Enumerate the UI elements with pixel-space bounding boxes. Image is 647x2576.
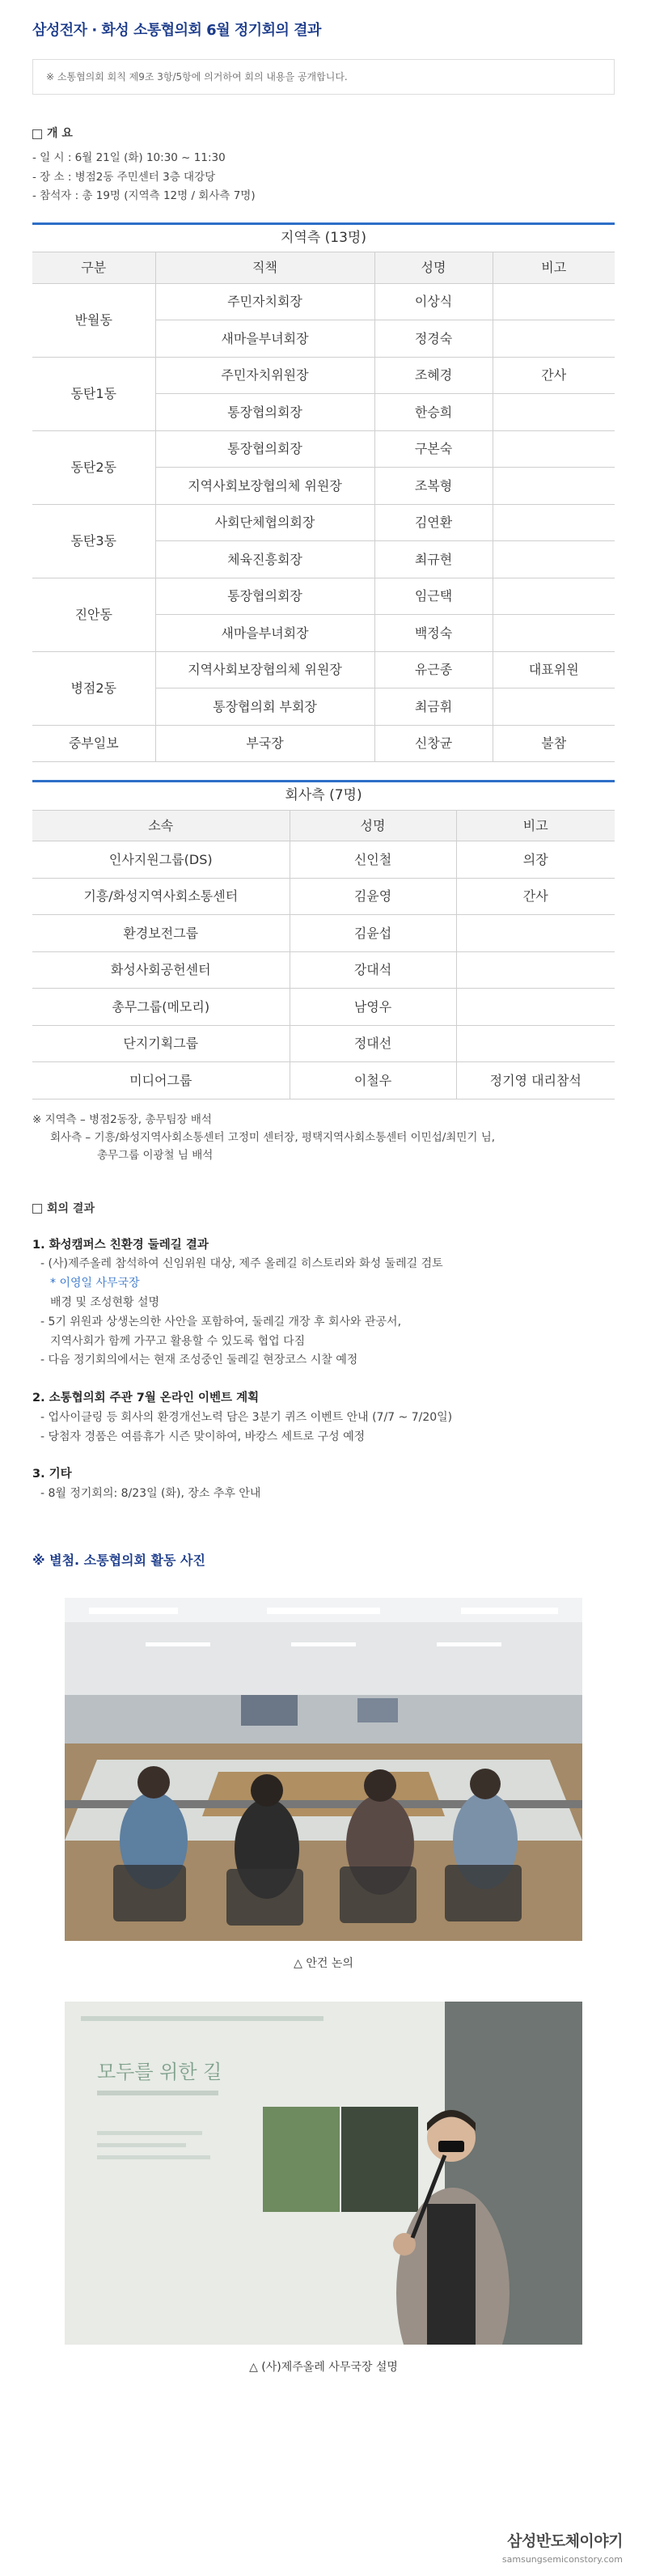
position-cell: 사회단체협의회장 <box>155 504 374 541</box>
results-heading <box>32 1201 615 1218</box>
dept-cell: 환경보전그룹 <box>32 915 290 952</box>
slide-heading: 모두를 위한 길 <box>97 2060 222 2083</box>
appendix-heading: ※ 별첨. 소통협의회 활동 사진 <box>32 1552 205 1568</box>
position-cell: 주민자치위원장 <box>155 357 374 394</box>
name-cell: 김연환 <box>374 504 493 541</box>
table-row <box>32 1025 615 1062</box>
note-cell <box>493 283 615 320</box>
brand-url: samsungsemiconstory.com <box>501 2553 623 2565</box>
name-cell: 임근택 <box>374 578 493 615</box>
area-cell: 동탄3동 <box>32 504 155 578</box>
area-cell: 병점2동 <box>32 651 155 725</box>
note-cell <box>493 688 615 726</box>
company-table-title: 회사측 (7명) <box>32 782 615 811</box>
position-cell: 새마을부녀회장 <box>155 320 374 358</box>
position-cell: 지역사회보장협의체 위원장 <box>155 468 374 505</box>
result-note: * 이영일 사무국장 <box>50 1277 140 1290</box>
note-cell <box>493 468 615 505</box>
note-cell: 대표위원 <box>493 651 615 688</box>
note-cell: 간사 <box>493 357 615 394</box>
note-line: 총무그룹 이광철 님 배석 <box>97 1149 214 1163</box>
table-header-row <box>32 252 615 283</box>
position-cell: 통장협의회장 <box>155 430 374 468</box>
name-cell: 남영우 <box>290 989 456 1026</box>
name-cell: 김윤영 <box>290 878 456 915</box>
note-line: ※ 지역측 – 병점2동장, 총무팀장 배석 <box>32 1112 212 1126</box>
note-cell <box>456 989 615 1026</box>
result-section-title: 1. 화성캠퍼스 친환경 둘레길 결과 <box>32 1238 209 1252</box>
name-cell: 이상식 <box>374 283 493 320</box>
column-header: 성명 <box>374 252 493 283</box>
company-members-table <box>32 780 615 1099</box>
result-line: - 5기 위원과 상생논의한 사안을 포함하여, 둘레길 개장 후 회사와 관공서, <box>40 1315 402 1328</box>
note-cell <box>493 578 615 615</box>
table-row <box>32 578 615 615</box>
name-cell: 구본숙 <box>374 430 493 468</box>
notice-box: ※ 소통협의회 회칙 제9조 3항/5항에 의거하여 회의 내용을 공개합니다. <box>32 59 615 95</box>
result-line: 배경 및 조성현황 설명 <box>50 1295 160 1309</box>
name-cell: 신창균 <box>374 725 493 762</box>
footer-brand <box>502 2530 623 2566</box>
note-cell <box>493 394 615 431</box>
name-cell: 이철우 <box>290 1062 456 1099</box>
attendance-notes <box>32 1111 615 1165</box>
table-row <box>32 430 615 468</box>
name-cell: 유근종 <box>374 651 493 688</box>
dept-cell: 미디어그룹 <box>32 1062 290 1099</box>
dept-cell: 단지기획그룹 <box>32 1025 290 1062</box>
table-row <box>32 283 615 320</box>
company-table-grid <box>32 811 615 1099</box>
column-header: 직책 <box>155 252 374 283</box>
note-cell <box>493 430 615 468</box>
name-cell: 신인철 <box>290 841 456 879</box>
local-table-grid <box>32 252 615 762</box>
note-cell: 의장 <box>456 841 615 879</box>
local-table-title: 지역측 (13명) <box>32 225 615 253</box>
overview-line: - 참석자 : 총 19명 (지역측 12명 / 회사측 7명) <box>32 189 256 203</box>
area-cell: 진안동 <box>32 578 155 651</box>
note-cell <box>493 615 615 652</box>
table-header-row <box>32 811 615 841</box>
note-cell: 간사 <box>456 878 615 915</box>
table-row <box>32 989 615 1026</box>
note-cell <box>456 1025 615 1062</box>
column-header: 구분 <box>32 252 155 283</box>
table-row <box>32 915 615 952</box>
area-cell: 동탄2동 <box>32 430 155 504</box>
name-cell: 백정숙 <box>374 615 493 652</box>
presentation-photo-image <box>65 2002 582 2345</box>
position-cell: 부국장 <box>155 725 374 762</box>
note-cell <box>493 320 615 358</box>
dept-cell: 화성사회공헌센터 <box>32 951 290 989</box>
column-header: 소속 <box>32 811 290 841</box>
overview-heading <box>32 125 615 142</box>
name-cell: 조복형 <box>374 468 493 505</box>
name-cell: 최규현 <box>374 541 493 578</box>
column-header: 비고 <box>456 811 615 841</box>
name-cell: 강대석 <box>290 951 456 989</box>
table-row <box>32 1062 615 1099</box>
area-cell: 중부일보 <box>32 725 155 762</box>
table-row <box>32 951 615 989</box>
note-cell: 불참 <box>493 725 615 762</box>
table-row <box>32 357 615 394</box>
overview-list <box>32 149 615 206</box>
area-cell: 반월동 <box>32 283 155 357</box>
results-heading-label: 회의 결과 <box>47 1201 95 1215</box>
results-body <box>32 1235 615 1504</box>
table-row <box>32 841 615 879</box>
position-cell: 지역사회보장협의체 위원장 <box>155 651 374 688</box>
photo-caption: △ (사)제주올레 사무국장 설명 <box>249 2360 398 2374</box>
result-line: - (사)제주올레 참석하여 신임위원 대상, 제주 올레길 히스토리와 화성 둘레길 검토 <box>40 1257 443 1271</box>
column-header: 비고 <box>493 252 615 283</box>
result-line: - 8월 정기회의: 8/23일 (화), 장소 추후 안내 <box>40 1486 261 1500</box>
result-section-title: 2. 소통협의회 주관 7월 온라인 이벤트 계획 <box>32 1392 260 1405</box>
table-row <box>32 651 615 688</box>
result-line: 지역사회가 함께 가꾸고 활용할 수 있도록 협업 다짐 <box>50 1334 306 1348</box>
dept-cell: 기흥/화성지역사회소통센터 <box>32 878 290 915</box>
photo-caption: △ 안건 논의 <box>294 1956 353 1970</box>
dept-cell: 인사지원그룹(DS) <box>32 841 290 879</box>
area-cell: 동탄1동 <box>32 357 155 430</box>
meeting-photo-image <box>65 1598 582 1941</box>
note-cell <box>456 915 615 952</box>
position-cell: 통장협의회장 <box>155 394 374 431</box>
name-cell: 정대선 <box>290 1025 456 1062</box>
dept-cell: 총무그룹(메모리) <box>32 989 290 1026</box>
position-cell: 새마을부녀회장 <box>155 615 374 652</box>
result-section-title: 3. 기타 <box>32 1468 72 1481</box>
position-cell: 통장협의회장 <box>155 578 374 615</box>
column-header: 성명 <box>290 811 456 841</box>
local-members-table <box>32 222 615 763</box>
name-cell: 한승희 <box>374 394 493 431</box>
name-cell: 정경숙 <box>374 320 493 358</box>
note-cell <box>456 951 615 989</box>
result-line: - 업사이클링 등 회사의 환경개선노력 담은 3분기 퀴즈 이벤트 안내 (7/7 ~ 7/20일) <box>40 1410 453 1424</box>
name-cell: 조혜경 <box>374 357 493 394</box>
table-row <box>32 725 615 762</box>
result-line: - 다음 정기회의에서는 현재 조성중인 둘레길 현장코스 시찰 예정 <box>40 1354 358 1367</box>
page-title: 삼성전자 · 화성 소통협의회 6월 정기회의 결과 <box>32 22 321 39</box>
presentation-photo <box>65 2002 582 2345</box>
checkbox-icon <box>32 1204 42 1214</box>
position-cell: 주민자치회장 <box>155 283 374 320</box>
note-cell <box>493 541 615 578</box>
note-cell <box>493 504 615 541</box>
overview-line: - 장 소 : 병점2동 주민센터 3층 대강당 <box>32 170 216 184</box>
overview-heading-label: 개 요 <box>47 127 73 140</box>
meeting-photo <box>65 1598 582 1941</box>
table-row <box>32 878 615 915</box>
position-cell: 통장협의회 부회장 <box>155 688 374 726</box>
note-cell: 정기영 대리참석 <box>456 1062 615 1099</box>
table-row <box>32 504 615 541</box>
overview-line: - 일 시 : 6월 21일 (화) 10:30 ~ 11:30 <box>32 151 226 164</box>
checkbox-icon <box>32 129 42 139</box>
result-line: - 당첨자 경품은 여름휴가 시즌 맞이하여, 바캉스 세트로 구성 예정 <box>40 1430 366 1443</box>
name-cell: 최금휘 <box>374 688 493 726</box>
position-cell: 체육진흥회장 <box>155 541 374 578</box>
note-line: 회사측 – 기흥/화성지역사회소통센터 고정미 센터장, 평택지역사회소통센터 이민섭/최민기 님, <box>50 1131 496 1145</box>
name-cell: 김윤섭 <box>290 915 456 952</box>
brand-logo-text: 삼성반도체이야기 <box>507 2532 623 2550</box>
